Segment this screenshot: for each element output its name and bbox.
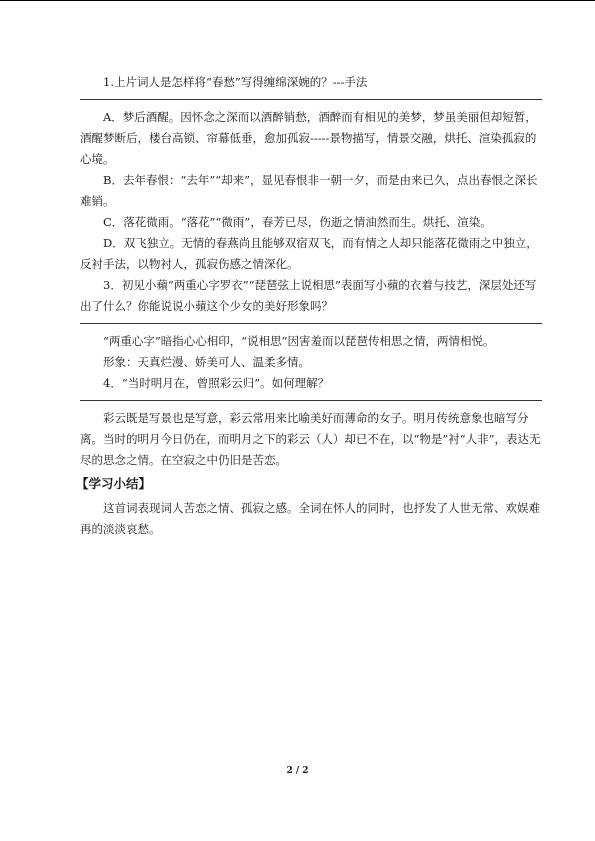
page-number: 2 / 2 (286, 766, 309, 776)
top-border-line (0, 0, 595, 1)
document-body (76, 72, 542, 540)
answer-rule (80, 323, 542, 324)
answer-rule (80, 99, 542, 100)
answer-1c: C．落花微雨。“落花”“微雨”，春芳已尽，伤逝之情油然而生。烘托、渲染。 (103, 215, 492, 229)
answer-3-image: 形象：天真烂漫、娇美可人、温柔多情。 (103, 355, 310, 369)
answer-1a: A．梦后酒醒。因怀念之深而以酒醉销愁，酒醉而有相见的美梦，梦虽美丽但却短暂，酒醒梦断后，楼台高锁、帘幕低垂，愈加孤寂-----景物描写，情景交融，烘托、渲染孤寂的心境。 (80, 110, 537, 166)
answer-rule (80, 400, 542, 401)
section-heading: 【学习小结】 (76, 476, 152, 491)
answer-1b: B．去年春恨：“去年”“却来”，显见春恨非一朝一夕，而是由来已久，点出春恨之深长难销。 (80, 173, 538, 208)
summary-text: 这首词表现词人苦恋之情、孤寂之感。全词在怀人的同时，也抒发了人世无常、欢娱难再的淡淡哀愁。 (80, 501, 540, 536)
question-3: 3．初见小蘋“两重心字罗衣”“琵琶弦上说相思”表面写小蘋的衣着与技艺，深层处还写出了什么？你能说说小蘋这个少女的美好形象吗？ (80, 278, 537, 313)
answer-1d: D．双飞独立。无情的春燕尚且能够双宿双飞，而有情之人却只能落花微雨之中独立，反衬手法，以物衬人，孤寂伤感之情深化。 (80, 236, 538, 271)
answer-3-meaning: “两重心字”暗指心心相印，“说相思”因害羞而以琵琶传相思之情，两情相悦。 (103, 334, 495, 348)
question-4: 4．“当时明月在，曾照彩云归”。如何理解？ (103, 376, 330, 390)
question-1: 1.上片词人是怎样将“春愁”写得缠绵深婉的？---手法 (103, 75, 368, 89)
answer-4: 彩云既是写景也是写意，彩云常用来比喻美好而薄命的女子。明月传统意象也暗写分离。当时的明月今日仍在，而明月之下的彩云（人）却已不在，以“物是”衬“人非”，表达无尽的思念之情。在空寂之中仍旧是苦恋。 (80, 411, 541, 467)
